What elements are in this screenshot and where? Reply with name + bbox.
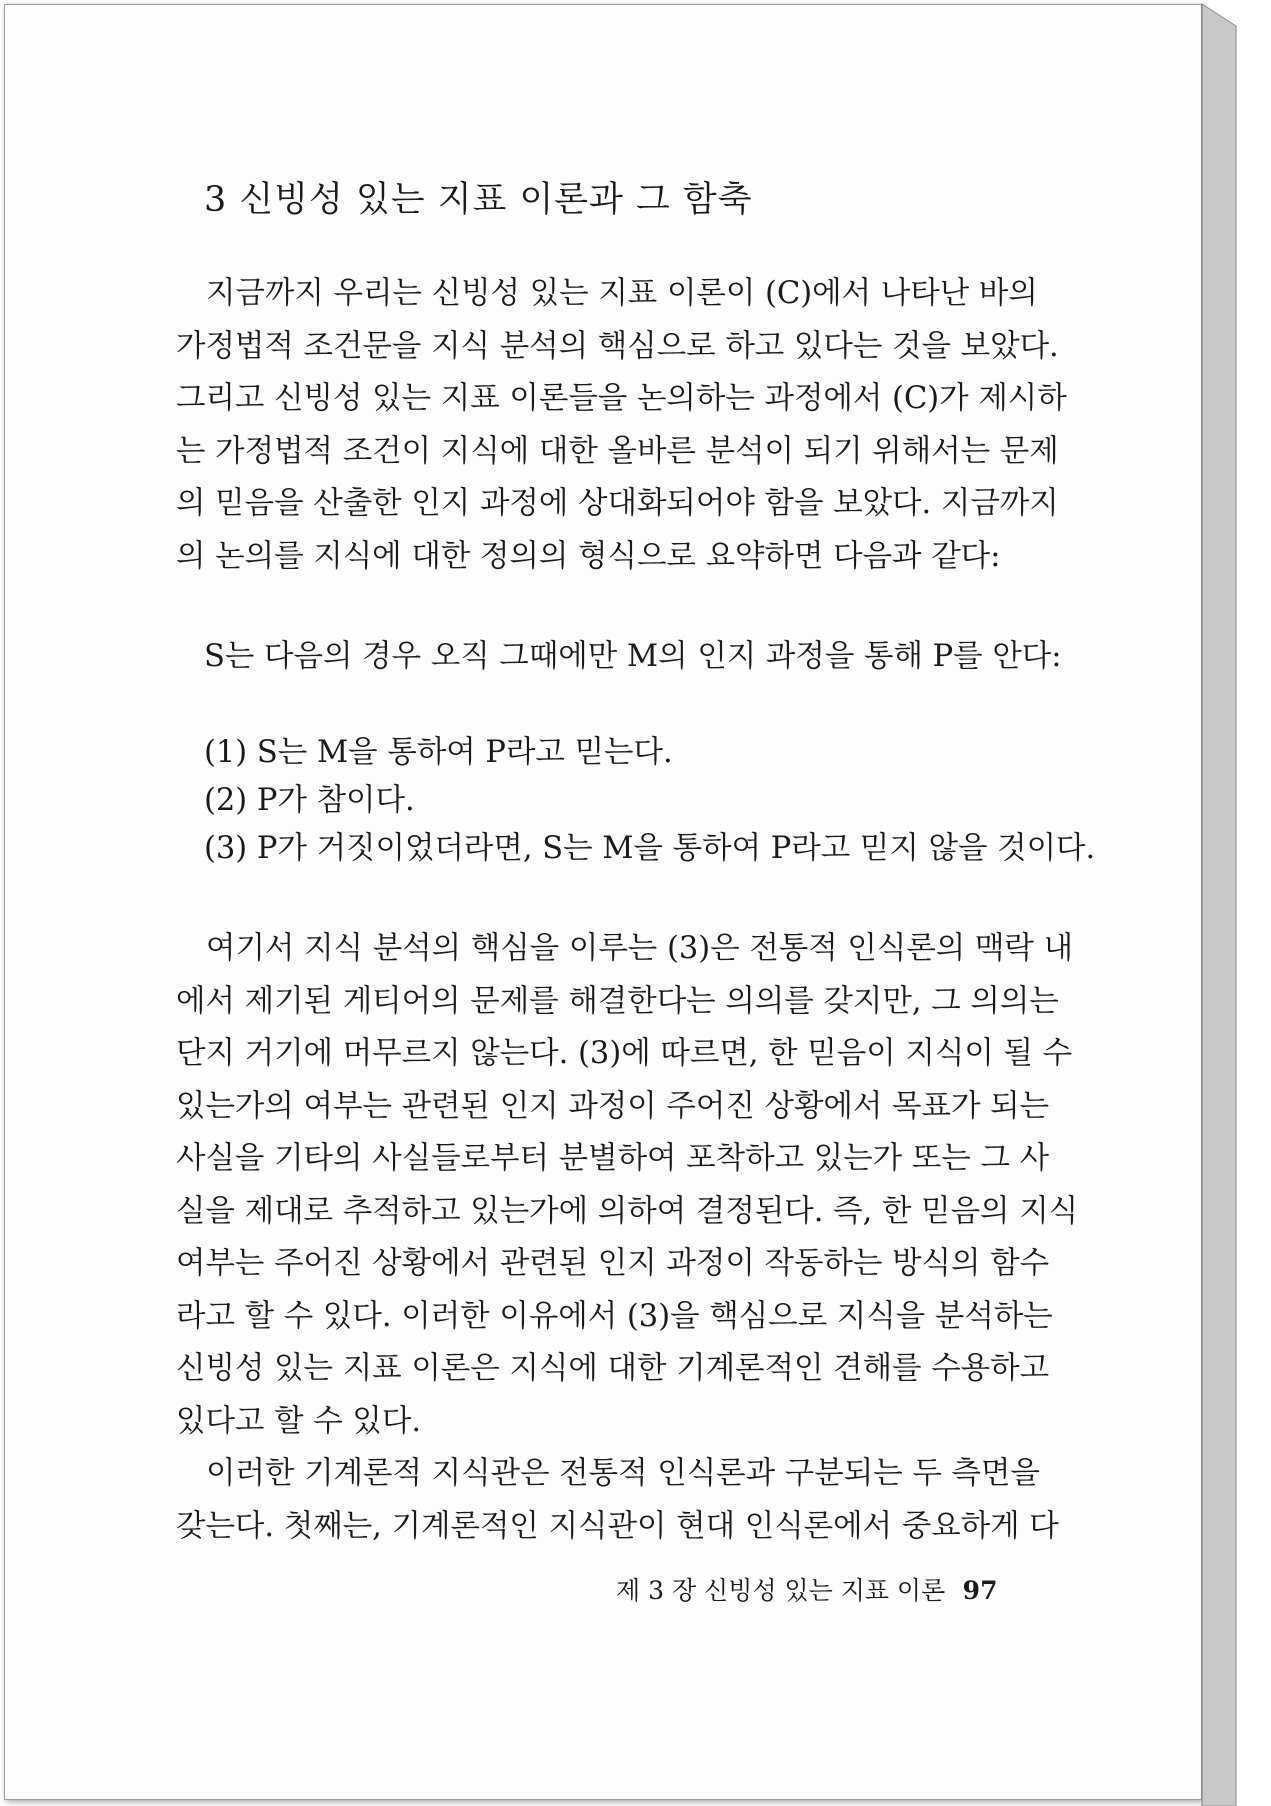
page-content bbox=[176, 160, 1096, 1553]
text-line: 갖는다. 첫째는, 기계론적인 지식관이 현대 인식론에서 중요하게 다 bbox=[176, 1508, 1059, 1544]
text-line: 단지 거기에 머무르지 않는다. (3)에 따르면, 한 믿음이 지식이 될 수 bbox=[176, 1036, 1073, 1071]
text-line: 있다고 할 수 있다. bbox=[176, 1403, 422, 1439]
text-line: 있는가의 여부는 관련된 인지 과정이 주어진 상황에서 목표가 되는 bbox=[176, 1088, 1050, 1124]
text-line: 의 논의를 지식에 대한 정의의 형식으로 요약하면 다음과 같다: bbox=[176, 538, 1001, 574]
text-line: 이러한 기계론적 지식관은 전통적 인식론과 구분되는 두 측면을 bbox=[206, 1456, 1040, 1491]
text-line: 의 믿음을 산출한 인지 과정에 상대화되어야 함을 보았다. 지금까지 bbox=[176, 486, 1059, 521]
text-line: 에서 제기된 게티어의 문제를 해결한다는 의의를 갖지만, 그 의의는 bbox=[176, 983, 1059, 1019]
running-footer-chapter: 제 3 장 신빙성 있는 지표 이론 bbox=[616, 1576, 946, 1605]
text-line: 라고 할 수 있다. 이러한 이유에서 (3)을 핵심으로 지식을 분석하는 bbox=[176, 1298, 1053, 1334]
text-line: 신빙성 있는 지표 이론은 지식에 대한 기계론적인 견해를 수용하고 bbox=[176, 1351, 1050, 1386]
text-line: 가정법적 조건문을 지식 분석의 핵심으로 하고 있다는 것을 보았다. bbox=[176, 328, 1059, 364]
page-footer bbox=[616, 1571, 997, 1607]
condition-item: (1) S는 M을 통하여 P라고 믿는다. bbox=[204, 735, 673, 770]
condition-list bbox=[204, 729, 1096, 873]
condition-item: (3) P가 거짓이었더라면, S는 M을 통하여 P라고 믿지 않을 것이다. bbox=[204, 831, 1096, 866]
paragraph-intro bbox=[176, 268, 1067, 583]
text-line: 여부는 주어진 상황에서 관련된 인지 과정이 작동하는 방식의 함수 bbox=[176, 1246, 1050, 1281]
condition-item: (2) P가 참이다. bbox=[204, 783, 415, 818]
paragraph-mechanistic-view bbox=[176, 1448, 1059, 1553]
text-line: 실을 제대로 추적하고 있는가에 의하여 결정된다. 즉, 한 믿음의 지식 bbox=[176, 1193, 1079, 1229]
text-line: 는 가정법적 조건이 지식에 대한 올바른 분석이 되기 위해서는 문제 bbox=[176, 433, 1059, 469]
knowledge-definition: S는 다음의 경우 오직 그때에만 M의 인지 과정을 통해 P를 안다: bbox=[204, 639, 1062, 674]
text-line: 지금까지 우리는 신빙성 있는 지표 이론이 (C)에서 나타난 바의 bbox=[206, 276, 1038, 311]
section-heading: 3 신빙성 있는 지표 이론과 그 함축 bbox=[204, 180, 753, 220]
text-line: 사실을 기타의 사실들로부터 분별하여 포착하고 있는가 또는 그 사 bbox=[176, 1141, 1050, 1176]
page-number: 97 bbox=[962, 1576, 998, 1605]
text-line: 여기서 지식 분석의 핵심을 이루는 (3)은 전통적 인식론의 맥락 내 bbox=[206, 931, 1074, 966]
text-line: 그리고 신빙성 있는 지표 이론들을 논의하는 과정에서 (C)가 제시하 bbox=[176, 381, 1067, 416]
paragraph-analysis bbox=[176, 923, 1079, 1448]
